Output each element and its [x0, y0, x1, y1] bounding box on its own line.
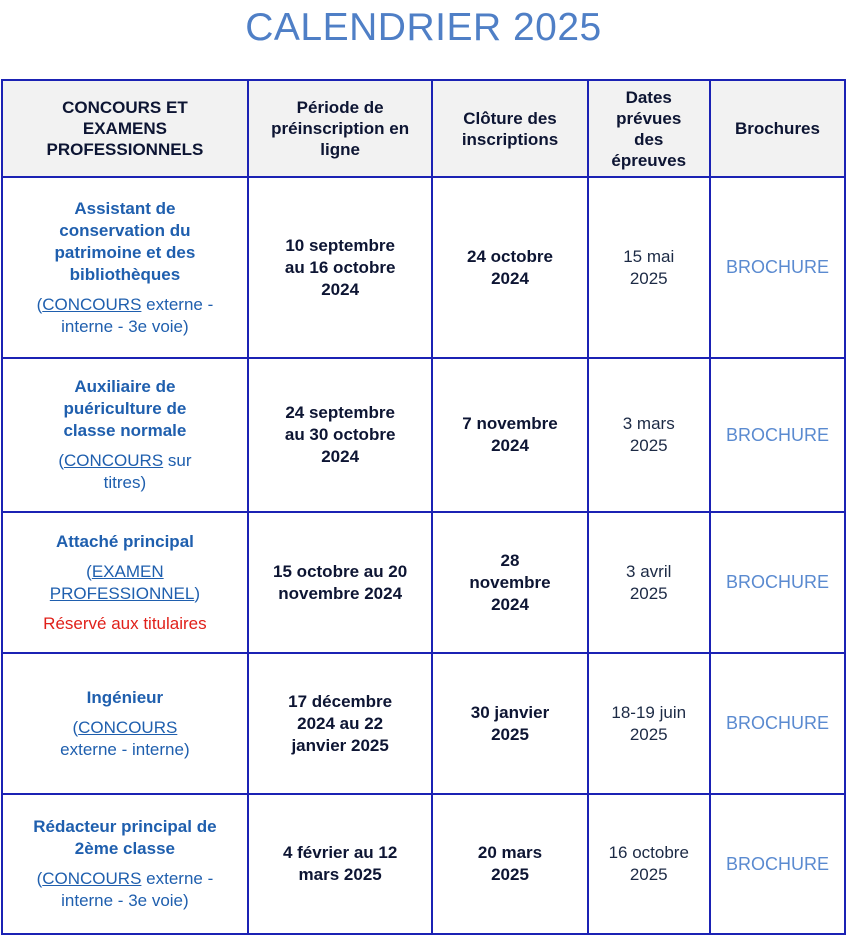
- dates-cell: 3 mars 2025: [588, 358, 710, 512]
- dates-cell: 18-19 juin 2025: [588, 653, 710, 794]
- brochure-cell: [710, 358, 845, 512]
- header-brochures: Brochures: [710, 80, 845, 177]
- header-closing: Clôture des inscriptions: [432, 80, 587, 177]
- exam-type: (CONCOURS externe - interne - 3e voie): [36, 294, 214, 336]
- period-cell: 15 octobre au 20 novembre 2024: [248, 512, 433, 653]
- calendar-table: [1, 79, 846, 935]
- exam-cell: [2, 177, 248, 358]
- exam-type-link[interactable]: CONCOURS: [63, 451, 164, 470]
- period-cell: 10 septembre au 16 octobre 2024: [248, 177, 433, 358]
- table-header-row: [2, 80, 845, 177]
- page-title: CALENDRIER 2025: [245, 6, 602, 49]
- closing-cell: 28 novembre 2024: [432, 512, 587, 653]
- exam-type: (CONCOURS externe - interne - 3e voie): [36, 869, 214, 910]
- closing-cell: 20 mars 2025: [432, 794, 587, 934]
- brochure-link[interactable]: BROCHURE: [725, 853, 829, 874]
- table-row: [2, 177, 845, 358]
- exam-title: Attaché principal: [55, 531, 194, 551]
- header-period: Période de préinscription en ligne: [248, 80, 433, 177]
- table-row: [2, 653, 845, 794]
- closing-cell: 7 novembre 2024: [432, 358, 587, 512]
- header-dates: Dates prévues des épreuves: [588, 80, 710, 177]
- brochure-cell: [710, 653, 845, 794]
- period-cell: 17 décembre 2024 au 22 janvier 2025: [248, 653, 433, 794]
- exam-type-link[interactable]: CONCOURS: [42, 869, 142, 888]
- closing-cell: 30 janvier 2025: [432, 653, 587, 794]
- exam-type: (EXAMEN PROFESSIONNEL): [49, 561, 201, 603]
- exam-title: Rédacteur principal de 2ème classe: [33, 817, 217, 858]
- brochure-cell: [710, 177, 845, 358]
- period-cell: 4 février au 12 mars 2025: [248, 794, 433, 934]
- exam-cell: [2, 794, 248, 934]
- exam-title: Auxiliaire de puériculture de classe normale: [63, 377, 187, 440]
- dates-cell: 3 avril 2025: [588, 512, 710, 653]
- table-row: [2, 794, 845, 934]
- exam-type-link[interactable]: EXAMEN PROFESSIONNEL: [49, 561, 195, 603]
- table-row: [2, 358, 845, 512]
- exam-type: (CONCOURS externe - interne): [60, 717, 190, 759]
- exam-cell: [2, 512, 248, 653]
- period-cell: 24 septembre au 30 octobre 2024: [248, 358, 433, 512]
- exam-type-link[interactable]: CONCOURS: [78, 717, 178, 737]
- brochure-cell: [710, 512, 845, 653]
- table-row: [2, 512, 845, 653]
- dates-cell: 16 octobre 2025: [588, 794, 710, 934]
- brochure-link[interactable]: BROCHURE: [725, 424, 829, 445]
- dates-cell: 15 mai 2025: [588, 177, 710, 358]
- exam-cell: [2, 358, 248, 512]
- exam-cell: [2, 653, 248, 794]
- brochure-cell: [710, 794, 845, 934]
- exam-type: (CONCOURS sur titres): [58, 451, 192, 492]
- brochure-link[interactable]: BROCHURE: [725, 713, 829, 733]
- exam-restriction-note: Réservé aux titulaires: [43, 613, 207, 633]
- header-exam: CONCOURS ET EXAMENS PROFESSIONNELS: [2, 80, 248, 177]
- exam-type-link[interactable]: CONCOURS: [42, 294, 142, 314]
- brochure-link[interactable]: BROCHURE: [725, 572, 829, 592]
- brochure-link[interactable]: BROCHURE: [725, 257, 829, 277]
- exam-title: Ingénieur: [86, 687, 164, 707]
- exam-title: Assistant de conservation du patrimoine et des bibliothèques: [54, 198, 196, 284]
- closing-cell: 24 octobre 2024: [432, 177, 587, 358]
